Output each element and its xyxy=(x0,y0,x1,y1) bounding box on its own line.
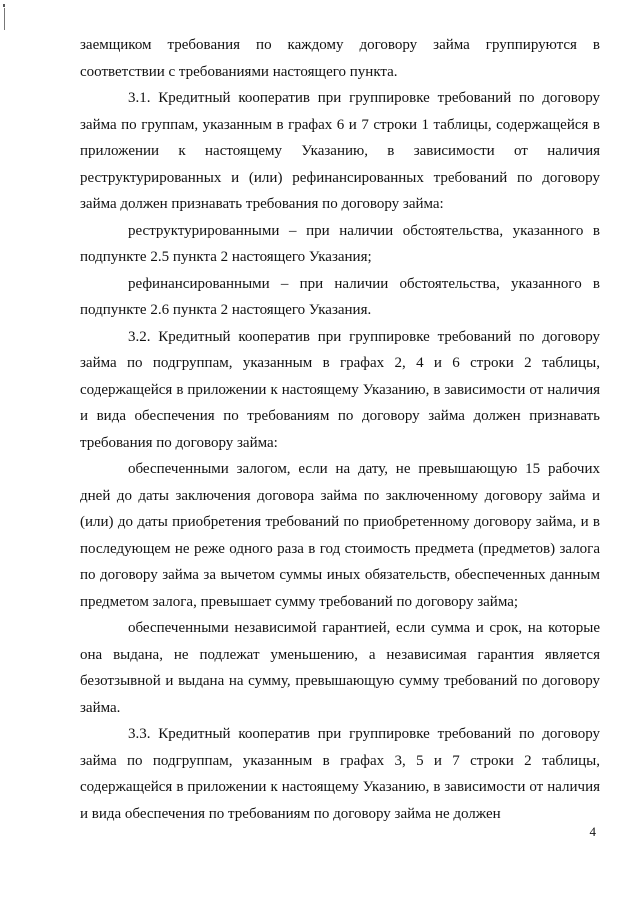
paragraph-continuation: заемщиком требования по каждому договору займа группируются в соответствии с требованиями настоящего пункта. xyxy=(80,37,600,80)
paragraph-3-3: 3.3. Кредитный кооператив при группировке требований по договору займа по подгруппам, указанным в графах 3, 5 и 7 строки 2 таблицы, содержащейся в приложении к настоящему Указанию, в зависимости от наличия и вида обеспечения по требованиям по договору займа не должен xyxy=(80,726,600,822)
paragraph-secured-by-guarantee: обеспеченными независимой гарантией, если сумма и срок, на которые она выдана, не подлежат уменьшению, а независимая гарантия является безотзывной и выдана на сумму, превышающую сумму требований по договору займа. xyxy=(80,620,600,716)
page-number: 4 xyxy=(589,824,596,839)
paragraph-3-2: 3.2. Кредитный кооператив при группировке требований по договору займа по подгруппам, указанным в графах 2, 4 и 6 строки 2 таблицы, содержащейся в приложении к настоящему Указанию, в зависимости от наличия и вида обеспечения по требованиям по договору займа должен признавать требования по договору займа: xyxy=(80,328,600,451)
scan-artifact-line xyxy=(4,8,5,30)
paragraph-3-1: 3.1. Кредитный кооператив при группировке требований по договору займа по группам, указанным в графах 6 и 7 строки 1 таблицы, содержащейся в приложении к настоящему Указанию, в зависимости от наличия реструктурированных и (или) рефинансированных требований по договору займа должен признавать требования по договору займа: xyxy=(80,90,600,212)
paragraph-secured-by-pledge: обеспеченными залогом, если на дату, не превышающую 15 рабочих дней до даты заключения договора займа по заключенному договору займа и (или) до даты приобретения требований по приобретенному договору займа, и в последующем не реже одного раза в год стоимость предмета (предметов) залога по договору займа за вычетом суммы иных обязательств, обеспеченных данным предметом залога, превышает сумму требований по договору займа; xyxy=(80,461,600,610)
document-page xyxy=(80,32,600,827)
scan-artifact-dot xyxy=(3,4,5,7)
paragraph-refinanced: рефинансированными – при наличии обстоятельства, указанного в подпункте 2.6 пункта 2 настоящего Указания. xyxy=(80,275,600,318)
paragraph-restructured: реструктурированными – при наличии обстоятельства, указанного в подпункте 2.5 пункта 2 настоящего Указания; xyxy=(80,222,600,265)
